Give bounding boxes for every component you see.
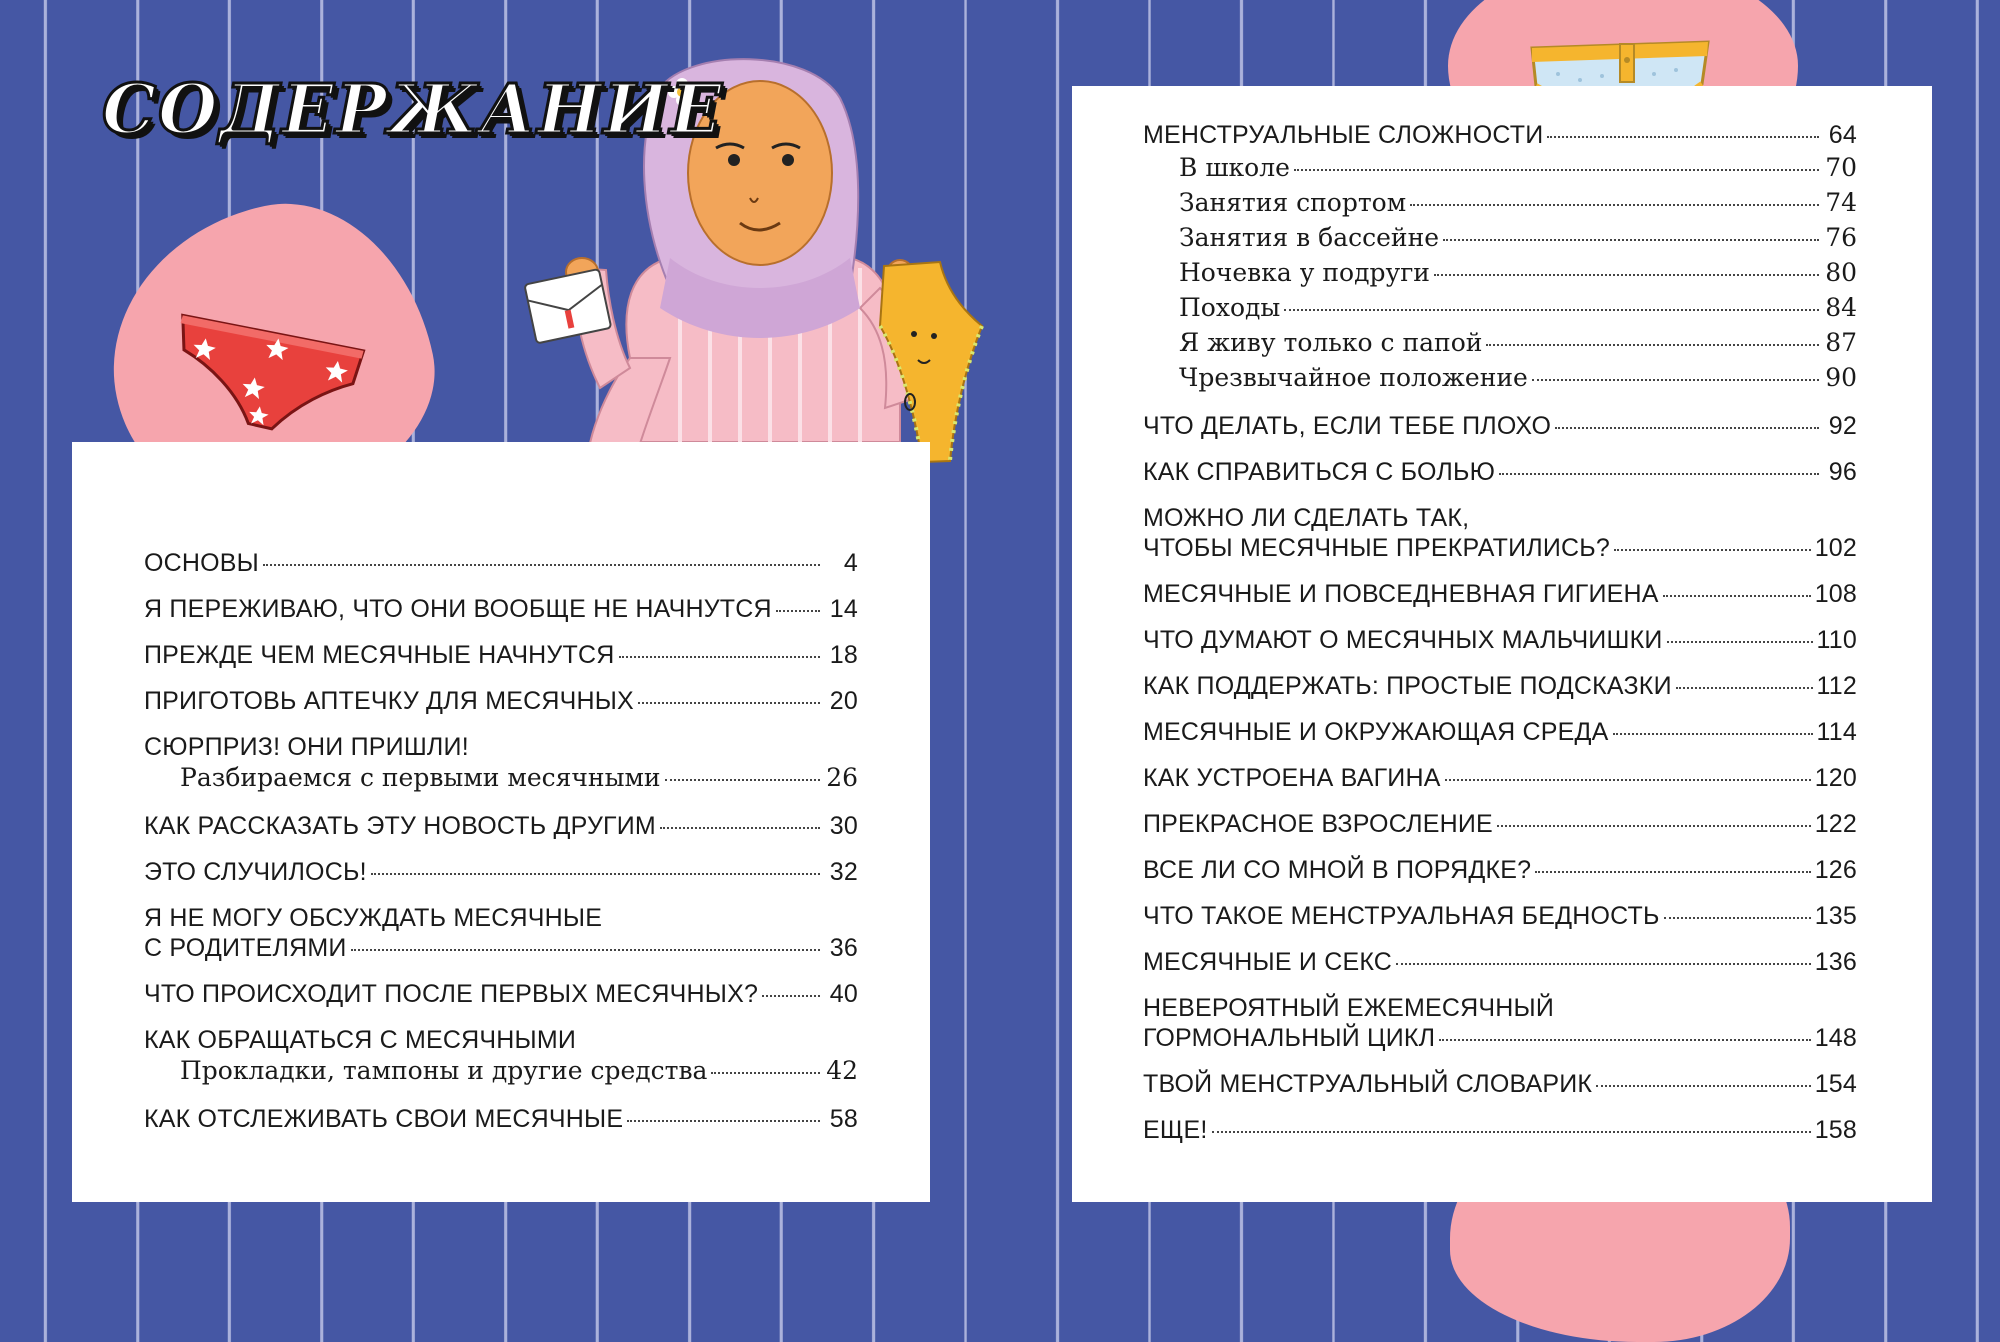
toc-entry-line bbox=[144, 548, 858, 578]
toc-entry bbox=[1143, 1069, 1857, 1099]
toc-entry-title: ЭТО СЛУЧИЛОСЬ! bbox=[144, 858, 367, 886]
toc-entry-title: МЕСЯЧНЫЕ И ПОВСЕДНЕВНАЯ ГИГИЕНА bbox=[1143, 580, 1659, 608]
dot-leader bbox=[1555, 427, 1819, 429]
toc-entry bbox=[1143, 671, 1857, 701]
dot-leader bbox=[371, 873, 820, 875]
toc-subentry-page-number: 90 bbox=[1825, 363, 1857, 392]
dot-leader bbox=[263, 564, 820, 566]
toc-entry-title: Я ПЕРЕЖИВАЮ, ЧТО ОНИ ВООБЩЕ НЕ НАЧНУТСЯ bbox=[144, 595, 772, 623]
toc-entry-page-number: 122 bbox=[1814, 810, 1857, 838]
toc-entry-page-number: 30 bbox=[829, 812, 858, 840]
dot-leader bbox=[711, 1072, 820, 1074]
toc-entry-page-number: 64 bbox=[1828, 121, 1857, 149]
red-star-underwear-icon bbox=[170, 300, 370, 440]
dot-leader bbox=[1596, 1085, 1810, 1087]
toc-entry-line bbox=[144, 1104, 858, 1134]
toc-entry-line bbox=[1143, 120, 1857, 150]
toc-entry-line bbox=[1143, 411, 1857, 441]
toc-entry-page-number: 148 bbox=[1814, 1024, 1857, 1052]
dot-leader bbox=[762, 995, 820, 997]
toc-entry-title: ЧТО ДУМАЮТ О МЕСЯЧНЫХ МАЛЬЧИШКИ bbox=[1143, 626, 1663, 654]
toc-subentry-title: В школе bbox=[1179, 153, 1290, 182]
dot-leader bbox=[776, 610, 820, 612]
toc-entry-line bbox=[1143, 457, 1857, 487]
toc-subentry-title: Разбираемся с первыми месячными bbox=[180, 763, 661, 792]
toc-subentry-line bbox=[1143, 255, 1857, 290]
dot-leader bbox=[1439, 1039, 1810, 1041]
dot-leader bbox=[1443, 239, 1819, 241]
toc-entry-page-number: 108 bbox=[1814, 580, 1857, 608]
toc-entry-line bbox=[1143, 763, 1857, 793]
toc-entry-page-number: 36 bbox=[829, 934, 858, 962]
toc-entry bbox=[1143, 901, 1857, 931]
dot-leader bbox=[627, 1120, 820, 1122]
dot-leader bbox=[1676, 687, 1813, 689]
toc-entry-title: СЮРПРИЗ! ОНИ ПРИШЛИ! bbox=[144, 733, 469, 761]
dot-leader bbox=[638, 702, 820, 704]
toc-entry bbox=[1143, 947, 1857, 977]
toc-entry bbox=[1143, 503, 1857, 563]
toc-entry bbox=[144, 548, 858, 578]
toc-entry-page-number: 114 bbox=[1816, 718, 1857, 746]
toc-entry-line bbox=[1143, 901, 1857, 931]
dot-leader bbox=[619, 656, 821, 658]
toc-entry-page-number: 14 bbox=[829, 595, 858, 623]
dot-leader bbox=[1499, 473, 1819, 475]
toc-subentry-title: Я живу только с папой bbox=[1179, 328, 1483, 357]
toc-subentry-title: Походы bbox=[1179, 293, 1281, 322]
toc-entry-line bbox=[1143, 1069, 1857, 1099]
toc-entry bbox=[144, 811, 858, 841]
toc-subentry-title: Прокладки, тампоны и другие средства bbox=[180, 1056, 708, 1085]
toc-subentry-line bbox=[144, 1053, 858, 1088]
toc-entry-title: ЧТО ТАКОЕ МЕНСТРУАЛЬНАЯ БЕДНОСТЬ bbox=[1143, 902, 1660, 930]
toc-entry-line bbox=[1143, 855, 1857, 885]
toc-subentry-page-number: 42 bbox=[826, 1056, 858, 1085]
toc-entry-title: ПРИГОТОВЬ АПТЕЧКУ ДЛЯ МЕСЯЧНЫХ bbox=[144, 687, 634, 715]
dot-leader bbox=[1445, 779, 1811, 781]
toc-entry-page-number: 154 bbox=[1814, 1070, 1857, 1098]
toc-entry-title: КАК РАССКАЗАТЬ ЭТУ НОВОСТЬ ДРУГИМ bbox=[144, 812, 656, 840]
toc-subentry-page-number: 70 bbox=[1825, 153, 1857, 182]
toc-entry-title-line1: МОЖНО ЛИ СДЕЛАТЬ ТАК, bbox=[1143, 504, 1470, 532]
toc-entry-title: МЕСЯЧНЫЕ И СЕКС bbox=[1143, 948, 1393, 976]
toc-entry-line bbox=[144, 594, 858, 624]
toc-list-left bbox=[144, 548, 858, 1150]
dot-leader bbox=[1614, 549, 1811, 551]
toc-subentry-line bbox=[1143, 220, 1857, 255]
toc-entry-page-number: 126 bbox=[1814, 856, 1857, 884]
toc-subentry-page-number: 74 bbox=[1825, 188, 1857, 217]
toc-entry-line bbox=[144, 640, 858, 670]
toc-entry bbox=[1143, 120, 1857, 395]
toc-list-right bbox=[1143, 120, 1857, 1161]
dot-leader bbox=[1667, 641, 1813, 643]
toc-entry-title: ПРЕКРАСНОЕ ВЗРОСЛЕНИЕ bbox=[1143, 810, 1493, 838]
toc-entry-title: ВСЕ ЛИ СО МНОЙ В ПОРЯДКЕ? bbox=[1143, 856, 1532, 884]
toc-entry bbox=[144, 1104, 858, 1134]
toc-entry bbox=[144, 732, 858, 795]
toc-entry-line bbox=[1143, 671, 1857, 701]
toc-entry bbox=[144, 979, 858, 1009]
toc-entry-page-number: 32 bbox=[829, 858, 858, 886]
dot-leader bbox=[660, 827, 820, 829]
toc-entry bbox=[1143, 809, 1857, 839]
toc-entry-line bbox=[1143, 579, 1857, 609]
dot-leader bbox=[1212, 1131, 1811, 1133]
toc-entry-page-number: 136 bbox=[1814, 948, 1857, 976]
toc-entry-page-number: 110 bbox=[1816, 626, 1857, 654]
dot-leader bbox=[1284, 309, 1819, 311]
toc-entry-title: ПРЕЖДЕ ЧЕМ МЕСЯЧНЫЕ НАЧНУТСЯ bbox=[144, 641, 615, 669]
toc-entry-title-line1: Я НЕ МОГУ ОБСУЖДАТЬ МЕСЯЧНЫЕ bbox=[144, 904, 603, 932]
toc-entry-page-number: 40 bbox=[829, 980, 858, 1008]
toc-entry-page-number: 58 bbox=[829, 1105, 858, 1133]
toc-subentry-line bbox=[144, 760, 858, 795]
toc-entry bbox=[1143, 625, 1857, 655]
toc-entry-page-number: 120 bbox=[1814, 764, 1857, 792]
toc-subentry-title: Занятия спортом bbox=[1179, 188, 1407, 217]
toc-subentry-line bbox=[1143, 325, 1857, 360]
toc-entry bbox=[144, 686, 858, 716]
toc-entry-line bbox=[1143, 717, 1857, 747]
toc-entry-title: КАК ПОДДЕРЖАТЬ: ПРОСТЫЕ ПОДСКАЗКИ bbox=[1143, 672, 1672, 700]
toc-entry bbox=[144, 1025, 858, 1088]
toc-entry-line bbox=[144, 933, 858, 963]
dot-leader bbox=[1486, 344, 1819, 346]
dot-leader bbox=[351, 949, 820, 951]
toc-entry-title: ТВОЙ МЕНСТРУАЛЬНЫЙ СЛОВАРИК bbox=[1143, 1070, 1593, 1098]
toc-entry bbox=[144, 903, 858, 963]
toc-subentry-page-number: 87 bbox=[1825, 328, 1857, 357]
toc-entry-title: ЕЩЕ! bbox=[1143, 1116, 1208, 1144]
page-title: СОДЕРЖАНИЕ bbox=[102, 70, 724, 150]
toc-entry-line bbox=[1143, 1115, 1857, 1145]
toc-entry bbox=[1143, 457, 1857, 487]
dot-leader bbox=[1613, 733, 1813, 735]
dot-leader bbox=[1535, 871, 1810, 873]
toc-entry-title: МЕСЯЧНЫЕ И ОКРУЖАЮЩАЯ СРЕДА bbox=[1143, 718, 1609, 746]
toc-entry-line bbox=[1143, 1023, 1857, 1053]
toc-entry bbox=[144, 640, 858, 670]
toc-entry-title: С РОДИТЕЛЯМИ bbox=[144, 934, 347, 962]
toc-entry-page-number: 18 bbox=[829, 641, 858, 669]
dot-leader bbox=[1497, 825, 1811, 827]
toc-entry-title: ЧТО ПРОИСХОДИТ ПОСЛЕ ПЕРВЫХ МЕСЯЧНЫХ? bbox=[144, 980, 759, 1008]
toc-entry bbox=[144, 594, 858, 624]
toc-subentry-title: Ночевка у подруги bbox=[1179, 258, 1430, 287]
toc-entry-title: ОСНОВЫ bbox=[144, 549, 260, 577]
toc-subentry-page-number: 84 bbox=[1825, 293, 1857, 322]
toc-entry bbox=[1143, 855, 1857, 885]
toc-entry-title: КАК СПРАВИТЬСЯ С БОЛЬЮ bbox=[1143, 458, 1496, 486]
toc-entry-line bbox=[144, 811, 858, 841]
dot-leader bbox=[1532, 379, 1819, 381]
toc-entry-title: КАК УСТРОЕНА ВАГИНА bbox=[1143, 764, 1441, 792]
toc-entry-line bbox=[1143, 947, 1857, 977]
toc-subentry-line bbox=[1143, 290, 1857, 325]
dot-leader bbox=[1410, 204, 1819, 206]
toc-entry-line bbox=[144, 857, 858, 887]
dot-leader bbox=[1294, 169, 1819, 171]
toc-subentry-line bbox=[1143, 150, 1857, 185]
toc-entry bbox=[1143, 763, 1857, 793]
toc-entry-page-number: 4 bbox=[843, 549, 858, 577]
toc-entry-title: МЕНСТРУАЛЬНЫЕ СЛОЖНОСТИ bbox=[1143, 121, 1544, 149]
toc-entry bbox=[1143, 579, 1857, 609]
toc-subentry-line bbox=[1143, 360, 1857, 395]
toc-entry bbox=[1143, 1115, 1857, 1145]
toc-entry-title: КАК ОБРАЩАТЬСЯ С МЕСЯЧНЫМИ bbox=[144, 1026, 577, 1054]
toc-entry-page-number: 112 bbox=[1816, 672, 1857, 700]
toc-entry-line bbox=[1143, 809, 1857, 839]
toc-entry-line bbox=[1143, 533, 1857, 563]
toc-subentry-title: Занятия в бассейне bbox=[1179, 223, 1440, 252]
toc-entry bbox=[1143, 993, 1857, 1053]
toc-entry-title: ГОРМОНАЛЬНЫЙ ЦИКЛ bbox=[1143, 1024, 1436, 1052]
toc-entry-page-number: 20 bbox=[829, 687, 858, 715]
toc-sublist bbox=[1143, 150, 1857, 395]
toc-entry bbox=[144, 857, 858, 887]
sanitary-pad-icon bbox=[524, 262, 614, 352]
toc-subentry-title: Чрезвычайное положение bbox=[1179, 363, 1528, 392]
toc-entry-title: ЧТО ДЕЛАТЬ, ЕСЛИ ТЕБЕ ПЛОХО bbox=[1143, 412, 1552, 440]
toc-entry-line bbox=[1143, 625, 1857, 655]
dot-leader bbox=[665, 779, 820, 781]
toc-entry-title: КАК ОТСЛЕЖИВАТЬ СВОИ МЕСЯЧНЫЕ bbox=[144, 1105, 624, 1133]
toc-entry-title-line1: НЕВЕРОЯТНЫЙ ЕЖЕМЕСЯЧНЫЙ bbox=[1143, 994, 1554, 1022]
toc-entry bbox=[1143, 717, 1857, 747]
toc-subentry-line bbox=[1143, 185, 1857, 220]
toc-entry-line bbox=[144, 686, 858, 716]
toc-entry bbox=[1143, 411, 1857, 441]
toc-subentry-page-number: 76 bbox=[1825, 223, 1857, 252]
dot-leader bbox=[1547, 136, 1819, 138]
toc-entry-page-number: 102 bbox=[1814, 534, 1857, 562]
dot-leader bbox=[1663, 595, 1811, 597]
toc-entry-page-number: 92 bbox=[1828, 412, 1857, 440]
dot-leader bbox=[1396, 963, 1811, 965]
toc-entry-title: ЧТОБЫ МЕСЯЧНЫЕ ПРЕКРАТИЛИСЬ? bbox=[1143, 534, 1611, 562]
dot-leader bbox=[1664, 917, 1811, 919]
toc-entry-page-number: 158 bbox=[1814, 1116, 1857, 1144]
toc-entry-page-number: 96 bbox=[1828, 458, 1857, 486]
yellow-underwear-icon bbox=[870, 256, 990, 472]
toc-subentry-page-number: 80 bbox=[1825, 258, 1857, 287]
dot-leader bbox=[1434, 274, 1819, 276]
toc-entry-line bbox=[144, 979, 858, 1009]
toc-subentry-page-number: 26 bbox=[826, 763, 858, 792]
toc-entry-page-number: 135 bbox=[1814, 902, 1857, 930]
